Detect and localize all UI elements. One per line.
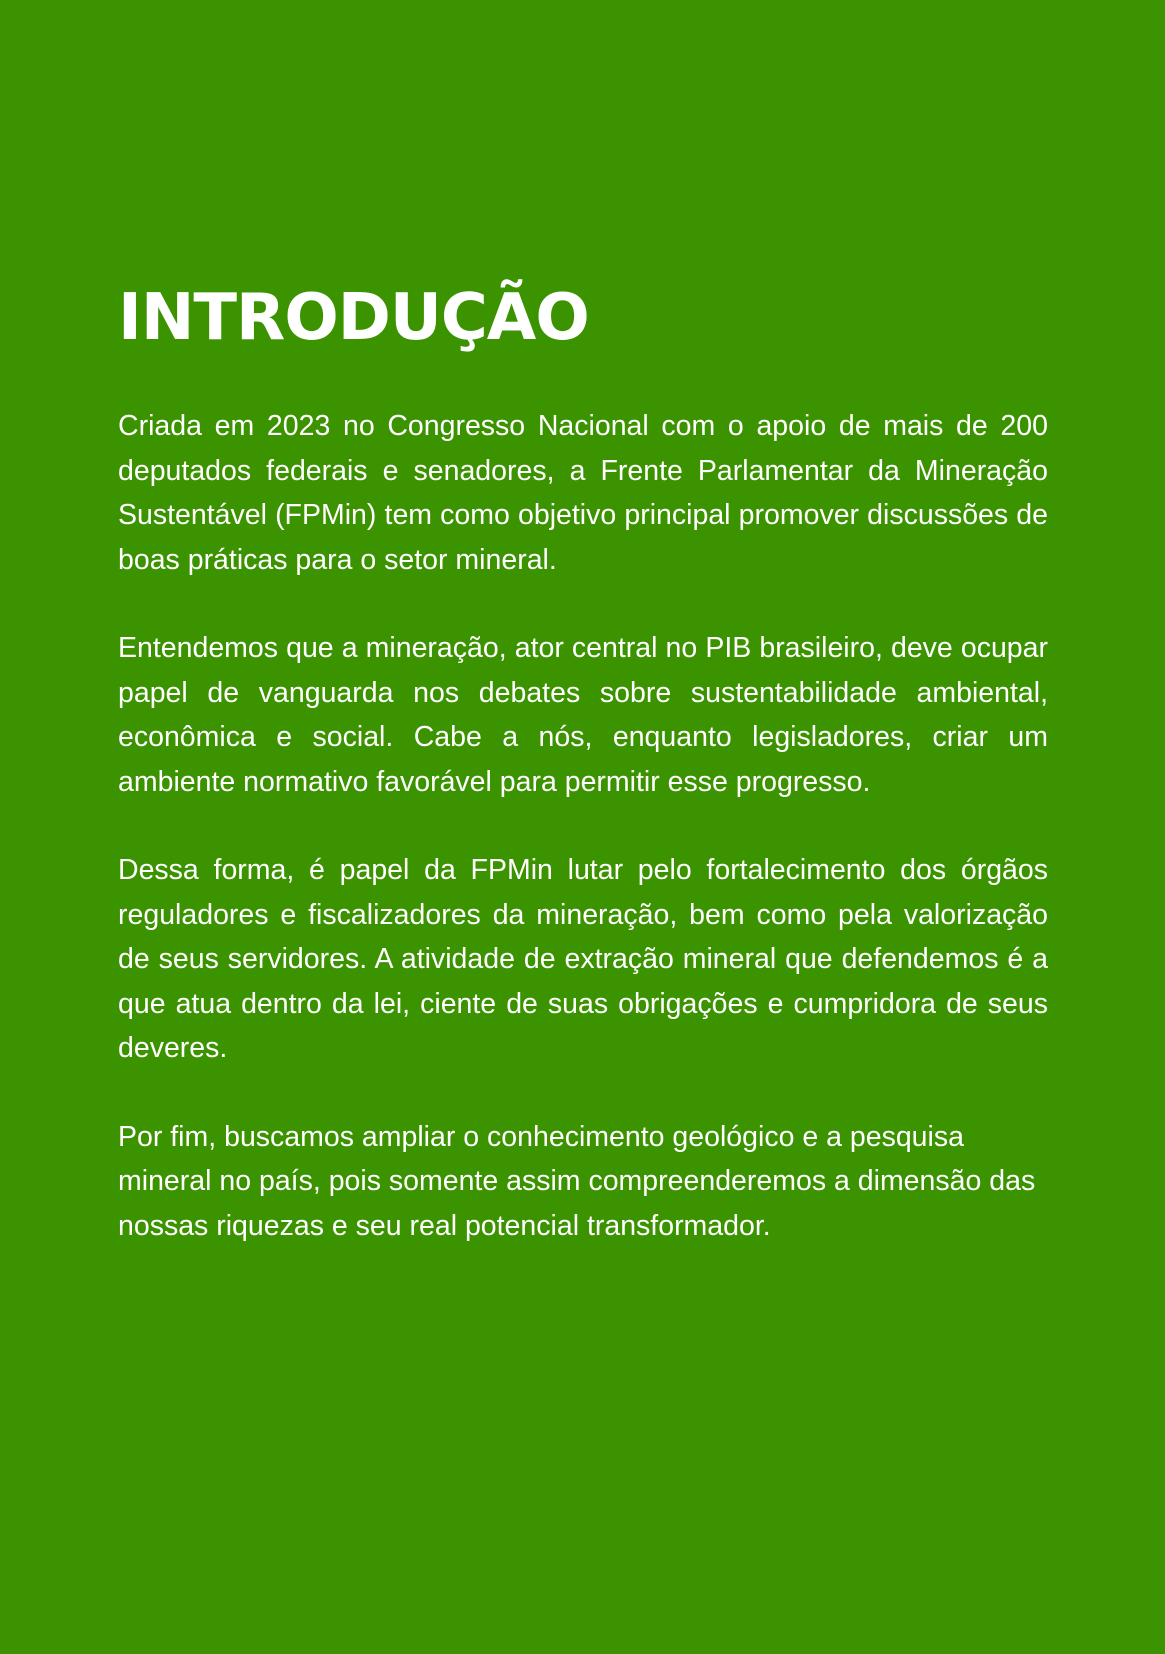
document-content [118,280,1048,1292]
paragraph-4: Por fim, buscamos ampliar o conhecimento geológico e a pesquisa mineral no país, pois somente assim compreenderemos a dimensão das nossas riquezas e seu real potencial transformador. [118,1120,1036,1242]
page-title: INTRODUÇÃO [118,281,589,355]
paragraph-2: Entendemos que a mineração, ator central no PIB brasileiro, deve ocupar papel de vanguarda nos debates sobre sustentabilidade ambiental, econômica e social. Cabe a nós, enquanto legisladores, criar um ambiente normativo favorável para permitir esse progresso. [118,632,1048,798]
paragraph-3: Dessa forma, é papel da FPMin lutar pelo fortalecimento dos órgãos reguladores e fiscalizadores da mineração, bem como pela valorização de seus servidores. A atividade de extração mineral que defendemos é a que atua dentro da lei, ciente de suas obrigações e cumpridora de seus deveres. [118,854,1048,1064]
paragraph-1: Criada em 2023 no Congresso Nacional com o apoio de mais de 200 deputados federais e senadores, a Frente Parlamentar da Mineração Sustentável (FPMin) tem como objetivo principal promover discussões de boas práticas para o setor mineral. [118,410,1048,576]
